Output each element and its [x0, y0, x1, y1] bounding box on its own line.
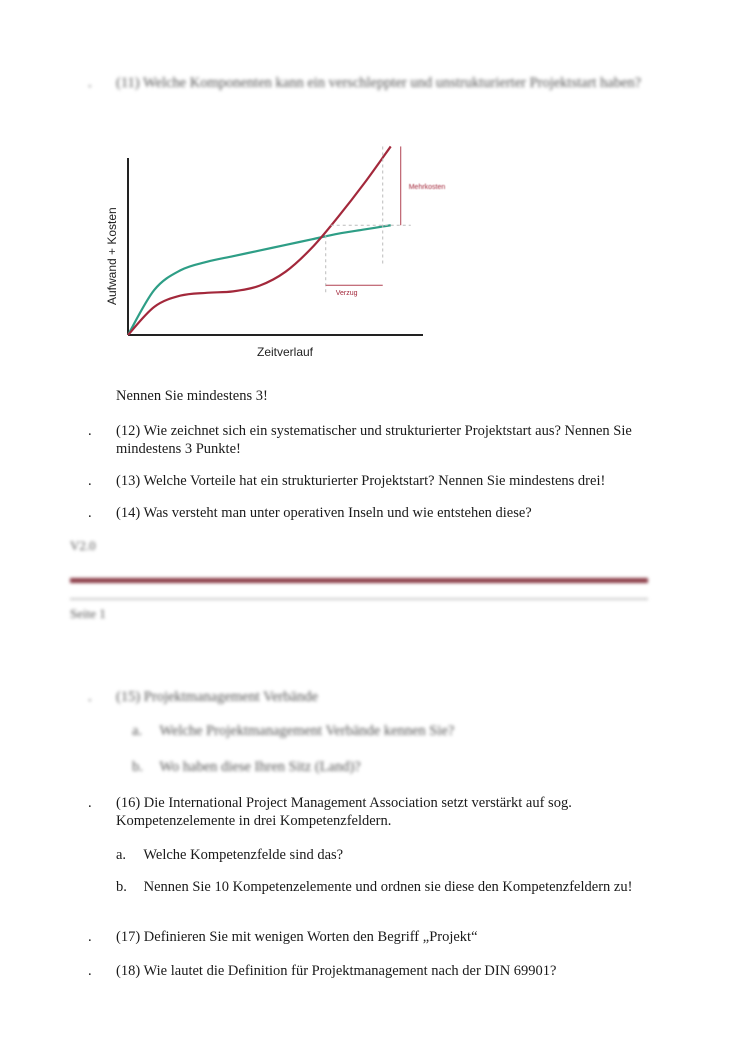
- bullet: .: [88, 473, 92, 489]
- question-15: [88, 688, 688, 706]
- y-axis-label: Aufwand + Kosten: [105, 207, 119, 305]
- sub-letter: a.: [116, 847, 127, 863]
- bullet: .: [88, 795, 92, 811]
- question-number: (18): [116, 963, 141, 979]
- question-number: (14): [116, 505, 141, 521]
- question-14: [88, 504, 688, 522]
- question-number: (15): [116, 689, 141, 705]
- sub-letter: b.: [132, 759, 143, 775]
- question-18: [88, 962, 688, 980]
- question-13: [88, 472, 688, 490]
- question-text: Was versteht man unter operativen Inseln und wie entstehen diese?: [143, 505, 532, 521]
- question-11: [88, 74, 708, 92]
- question-text: Wie zeichnet sich ein systematischer und strukturierter Projektstart aus? Nennen Sie mindestens 3 Punkte!: [116, 423, 632, 457]
- series-line-delayed: [128, 146, 391, 335]
- question-text: Die International Project Management Association setzt verstärkt auf sog. Kompetenzelemente in drei Kompetenzfeldern.: [116, 795, 572, 829]
- question-15a: [132, 722, 454, 740]
- question-number: (12): [116, 423, 141, 439]
- question-16a: [116, 846, 343, 864]
- version-label: V2.0: [70, 538, 96, 553]
- x-axis-label: Zeitverlauf: [256, 345, 314, 359]
- bullet: .: [88, 689, 92, 705]
- delay-annotation: Verzug: [335, 290, 358, 298]
- sub-letter: b.: [116, 879, 127, 895]
- bullet: .: [88, 929, 92, 945]
- bullet: .: [88, 505, 92, 521]
- question-15b: [132, 758, 361, 776]
- series-line-structured: [128, 225, 391, 335]
- question-17: [88, 928, 688, 946]
- page-number: Seite 1: [70, 606, 106, 621]
- sub-letter: a.: [132, 723, 143, 739]
- footer-rule-thin: [70, 598, 648, 600]
- question-16b: [116, 878, 632, 896]
- question-11-note: Nennen Sie mindestens 3!: [116, 388, 268, 404]
- bullet: .: [88, 423, 92, 439]
- question-text: Welche Komponenten kann ein verschleppter und unstrukturierter Projektstart haben?: [143, 75, 642, 91]
- question-number: (16): [116, 795, 141, 811]
- question-text: Projektmanagement Verbände: [143, 689, 318, 705]
- question-12: [88, 422, 668, 458]
- question-text: Definieren Sie mit wenigen Worten den Begriff „Projekt“: [143, 929, 478, 945]
- effort-time-chart: [95, 130, 455, 370]
- cost-annotation: Mehrkosten: [408, 183, 446, 191]
- footer-rule-thick: [70, 578, 648, 583]
- question-number: (17): [116, 929, 141, 945]
- sub-text: Welche Kompetenzfelde sind das?: [143, 847, 344, 863]
- sub-text: Welche Projektmanagement Verbände kennen Sie?: [159, 723, 455, 739]
- sub-text: Nennen Sie 10 Kompetenzelemente und ordnen sie diese den Kompetenzfeldern zu!: [143, 879, 633, 895]
- question-number: (13): [116, 473, 141, 489]
- sub-text: Wo haben diese Ihren Sitz (Land)?: [159, 759, 361, 775]
- question-text: Wie lautet die Definition für Projektmanagement nach der DIN 69901?: [143, 963, 557, 979]
- question-number: (11): [116, 75, 140, 91]
- question-16: [88, 794, 648, 830]
- question-text: Welche Vorteile hat ein strukturierter Projektstart? Nennen Sie mindestens drei!: [143, 473, 606, 489]
- bullet: .: [88, 75, 92, 91]
- bullet: .: [88, 963, 92, 979]
